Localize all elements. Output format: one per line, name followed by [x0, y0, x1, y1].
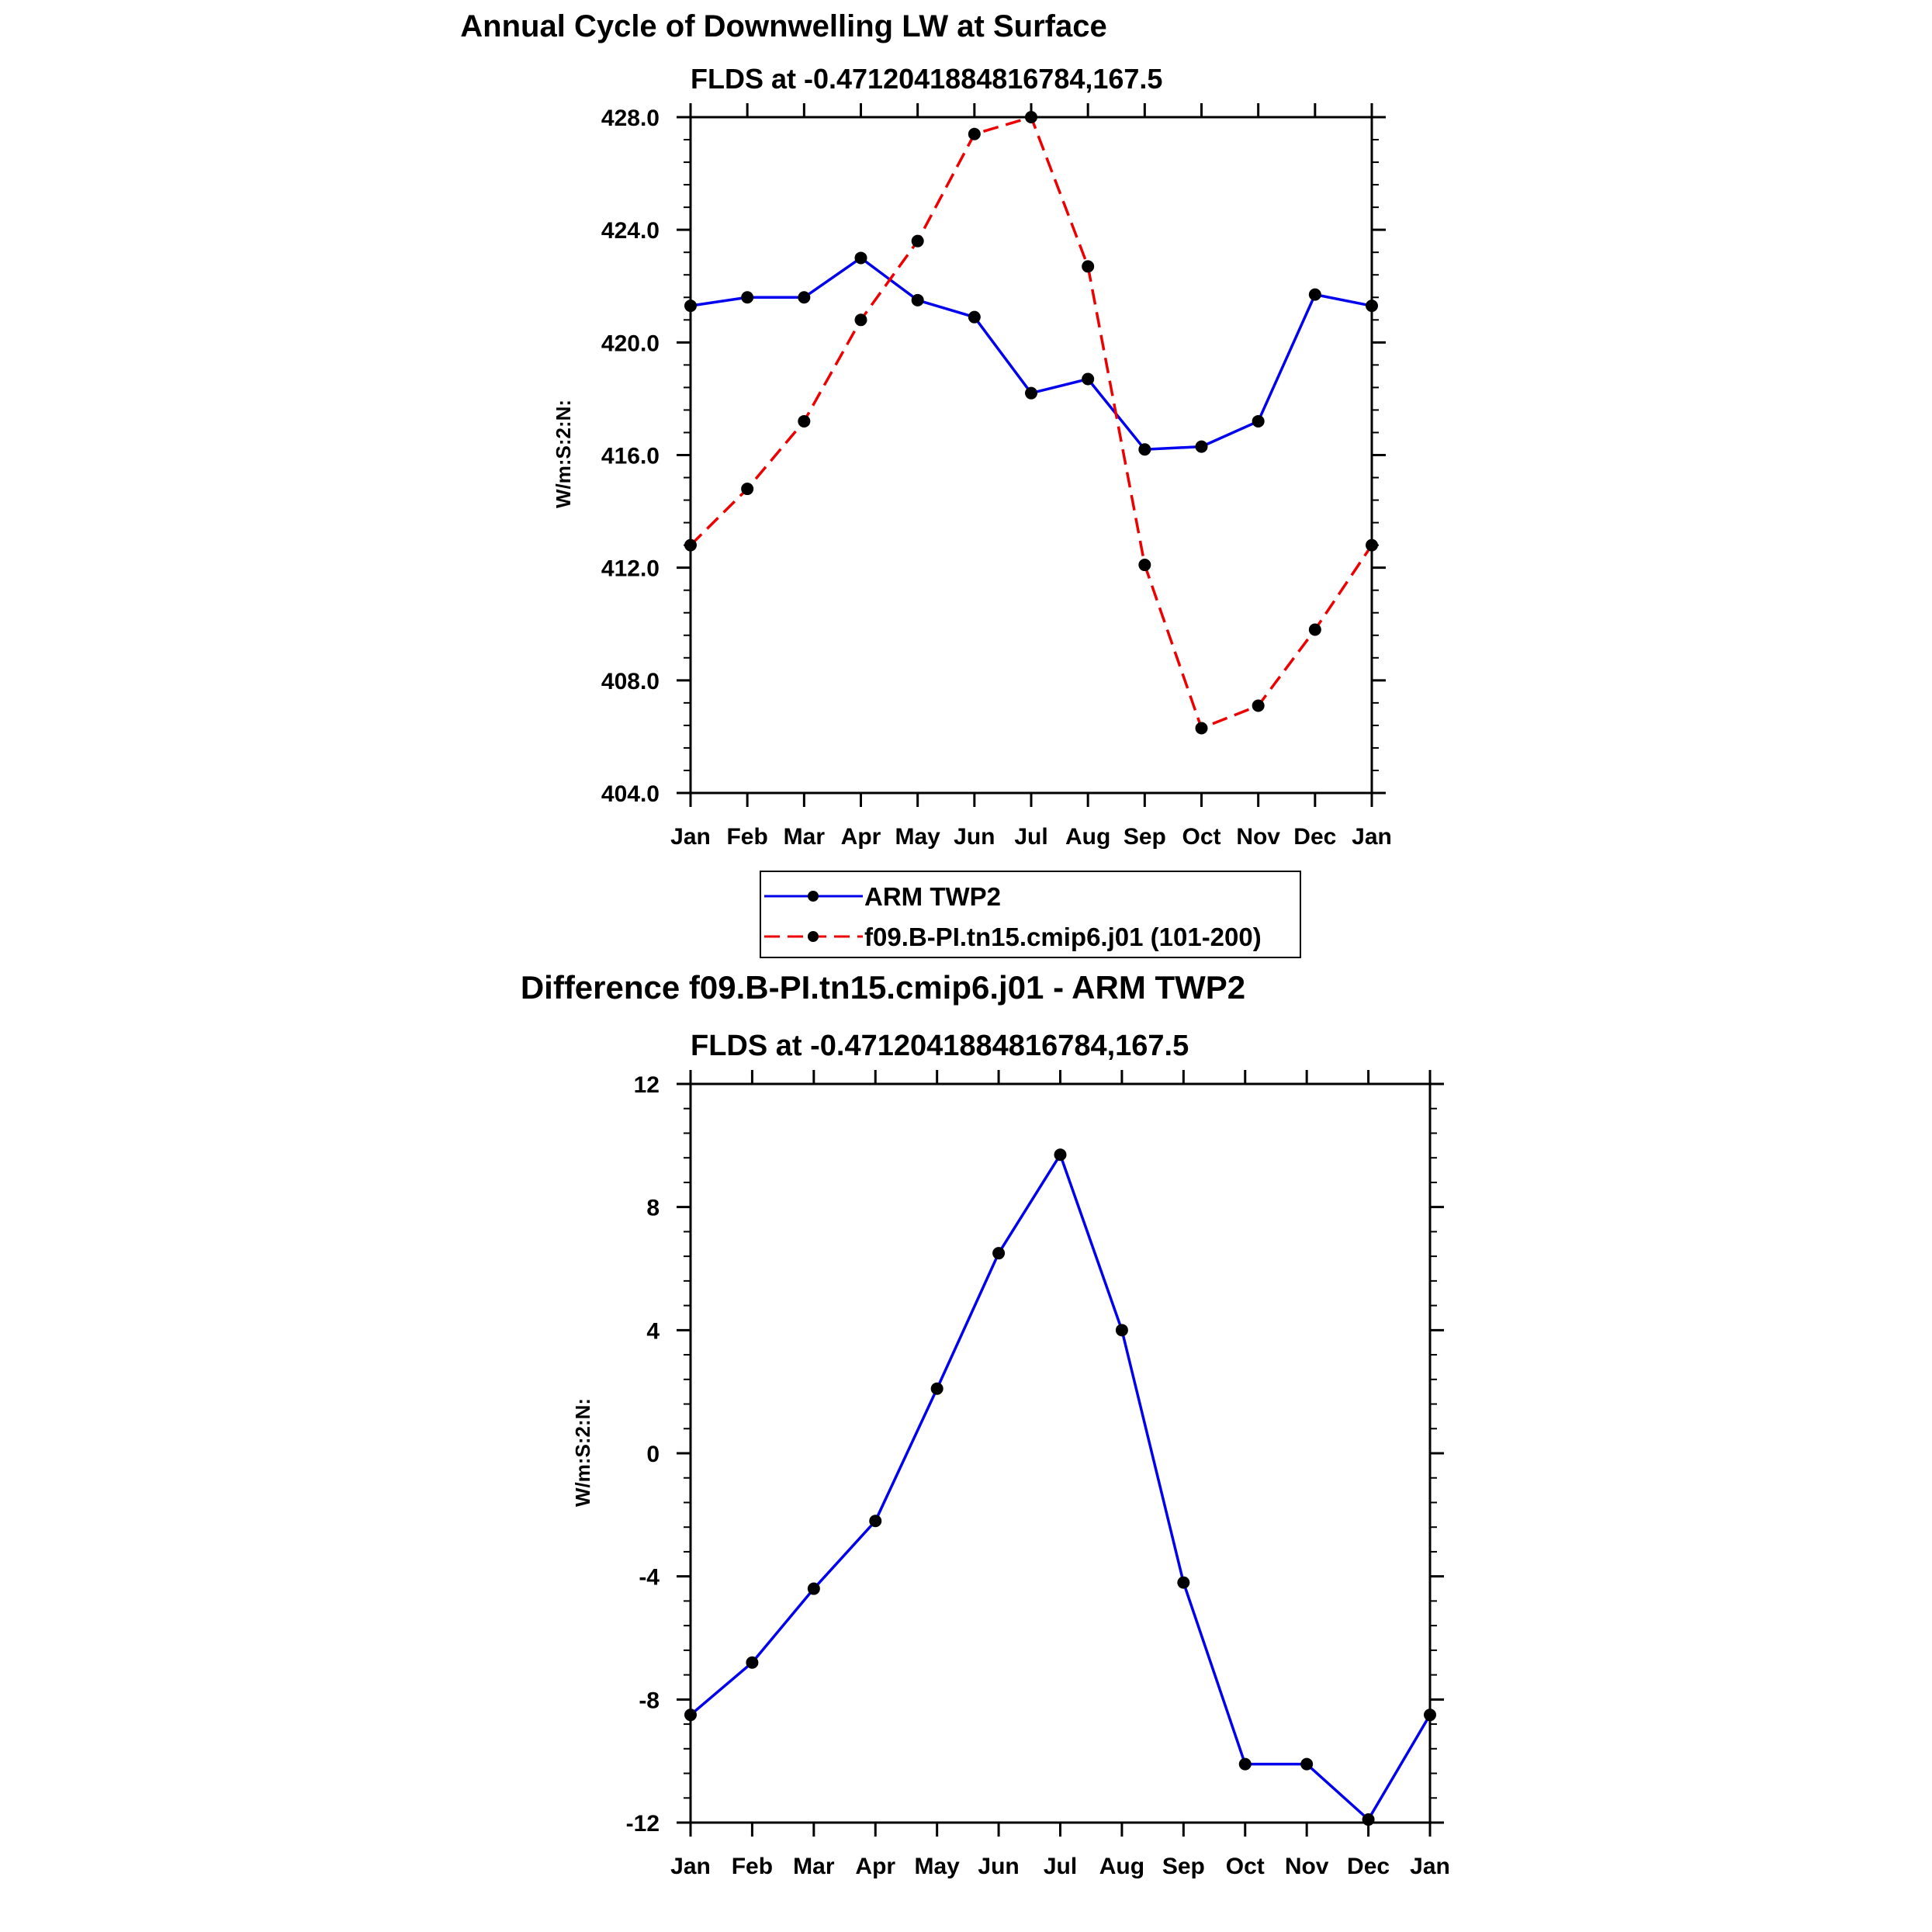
chart2-series-0-point [1177, 1577, 1189, 1589]
legend-label-arm-twp2: ARM TWP2 [864, 882, 1001, 911]
chart2-series-0-point [1362, 1813, 1375, 1826]
chart1-x-tick-label: Mar [783, 824, 826, 850]
chart2-ticks [677, 1070, 1444, 1837]
difference-chart [521, 969, 1450, 1879]
chart1-series-1-point [684, 539, 697, 552]
chart2-x-tick-label: Jan [1410, 1854, 1450, 1879]
chart2-y-tick-label: 4 [646, 1318, 660, 1345]
chart2-series [684, 1148, 1436, 1826]
chart1-x-tick-label: Jan [670, 824, 711, 850]
chart1-x-tick-labels [670, 824, 1392, 850]
legend [760, 871, 1300, 957]
chart1-series-1-point [1138, 559, 1151, 571]
chart1-x-tick-label: Aug [1065, 824, 1111, 850]
chart1-series-0-point [968, 311, 981, 324]
chart2-x-tick-label: Sep [1162, 1854, 1205, 1879]
chart2-series-0-point [746, 1657, 758, 1669]
chart1-series-1-point [1366, 539, 1378, 552]
chart2-x-tick-labels [670, 1854, 1450, 1879]
chart1-series-0-point [1138, 443, 1151, 455]
chart1-series-1-point [798, 415, 810, 428]
chart1-series-0-point [912, 294, 924, 306]
chart1-y-tick-labels [601, 106, 660, 807]
legend-label-f09-model: f09.B-PI.tn15.cmip6.j01 (101-200) [864, 923, 1262, 951]
chart2-x-tick-label: Jan [670, 1854, 711, 1879]
chart1-series [684, 111, 1378, 735]
chart1-series-0-point [1025, 387, 1037, 400]
chart2-x-tick-label: Aug [1099, 1854, 1145, 1879]
chart1-title: Annual Cycle of Downwelling LW at Surface [460, 9, 1107, 43]
chart1-series-0-point [855, 251, 867, 264]
chart2-y-tick-label: -4 [639, 1564, 660, 1591]
chart1-ticks [677, 103, 1386, 807]
chart1-x-tick-label: Dec [1293, 824, 1337, 850]
chart1-x-tick-label: Oct [1182, 824, 1221, 850]
chart1-series-line-1 [691, 117, 1372, 729]
chart2-ylabel: W/m:S:2:N: [571, 1397, 594, 1508]
chart2-series-0-point [808, 1583, 820, 1595]
chart1-plot-frame [691, 117, 1372, 793]
chart1-series-1-point [741, 483, 753, 495]
chart1-y-tick-label: 408.0 [601, 668, 660, 694]
chart1-series-line-0 [691, 258, 1372, 449]
chart1-x-tick-label: Jun [954, 824, 995, 850]
chart2-x-tick-label: Jul [1043, 1854, 1078, 1879]
chart2-series-line-0 [691, 1155, 1430, 1819]
chart2-series-0-point [1116, 1324, 1128, 1336]
chart2-y-tick-label: 12 [633, 1072, 660, 1098]
chart1-series-1-point [1082, 260, 1094, 272]
chart1-y-tick-label: 424.0 [601, 218, 660, 244]
chart2-series-0-point [1300, 1758, 1313, 1771]
chart2-x-tick-label: Apr [855, 1854, 896, 1879]
chart1-y-tick-label: 412.0 [601, 556, 660, 582]
chart2-x-tick-label: Jun [978, 1854, 1020, 1879]
chart1-series-1-point [968, 128, 981, 140]
chart1-series-0-point [1366, 299, 1378, 312]
chart2-series-0-point [931, 1383, 943, 1395]
chart2-y-tick-label: -12 [625, 1811, 660, 1837]
chart2-series-0-point [1239, 1758, 1252, 1771]
chart1-x-tick-label: Apr [840, 824, 881, 850]
chart1-y-tick-label: 428.0 [601, 106, 660, 131]
chart1-series-1-point [855, 313, 867, 326]
chart2-y-tick-label: -8 [639, 1688, 660, 1714]
chart1-x-tick-label: May [895, 824, 940, 850]
chart1-x-tick-label: Jan [1352, 824, 1392, 850]
legend-marker-arm-twp2 [808, 891, 819, 902]
chart2-x-tick-label: Feb [731, 1854, 774, 1879]
chart2-series-0-point [1424, 1709, 1436, 1721]
chart2-y-tick-label: 0 [646, 1442, 660, 1467]
chart1-x-tick-label: Jul [1014, 824, 1048, 850]
chart1-series-1-point [1252, 699, 1265, 712]
chart2-x-tick-label: Dec [1347, 1854, 1390, 1879]
chart2-plot-frame [691, 1084, 1430, 1823]
chart1-series-0-point [1082, 373, 1094, 386]
chart1-y-tick-label: 420.0 [601, 331, 660, 357]
chart1-series-1-point [912, 235, 924, 248]
chart1-series-0-point [684, 299, 697, 312]
chart1-series-0-point [1196, 441, 1208, 453]
chart1-y-tick-label: 404.0 [601, 781, 660, 807]
chart1-series-0-point [1309, 289, 1321, 301]
chart2-subtitle: FLDS at -0.4712041884816784,167.5 [691, 1030, 1189, 1062]
chart1-series-0-point [741, 291, 753, 303]
chart1-subtitle: FLDS at -0.4712041884816784,167.5 [691, 63, 1163, 95]
chart2-y-tick-labels [626, 1072, 660, 1837]
chart1-series-1-point [1196, 722, 1208, 735]
chart2-x-tick-label: Oct [1225, 1854, 1265, 1879]
chart2-series-0-point [1054, 1148, 1067, 1161]
chart2-series-0-point [684, 1709, 697, 1721]
chart1-x-tick-label: Feb [726, 824, 768, 850]
chart2-x-tick-label: Nov [1284, 1854, 1329, 1879]
chart1-x-tick-label: Sep [1123, 824, 1166, 850]
chart1-series-0-point [1252, 415, 1265, 428]
chart2-x-tick-label: Mar [793, 1854, 835, 1879]
chart2-x-tick-label: May [914, 1854, 960, 1879]
chart2-series-0-point [992, 1247, 1005, 1259]
chart2-title: Difference f09.B-PI.tn15.cmip6.j01 - ARM TWP2 [520, 969, 1246, 1006]
chart1-series-1-point [1025, 111, 1037, 123]
chart2-series-0-point [869, 1515, 881, 1527]
legend-marker-f09-model [808, 931, 819, 942]
chart2-y-tick-label: 8 [646, 1195, 660, 1221]
chart1-y-tick-label: 416.0 [601, 443, 660, 469]
annual-cycle-chart [460, 9, 1392, 850]
chart1-series-0-point [798, 291, 810, 303]
chart1-x-tick-label: Nov [1236, 824, 1281, 850]
chart1-series-1-point [1309, 624, 1321, 636]
chart1-ylabel: W/m:S:2:N: [552, 399, 575, 509]
